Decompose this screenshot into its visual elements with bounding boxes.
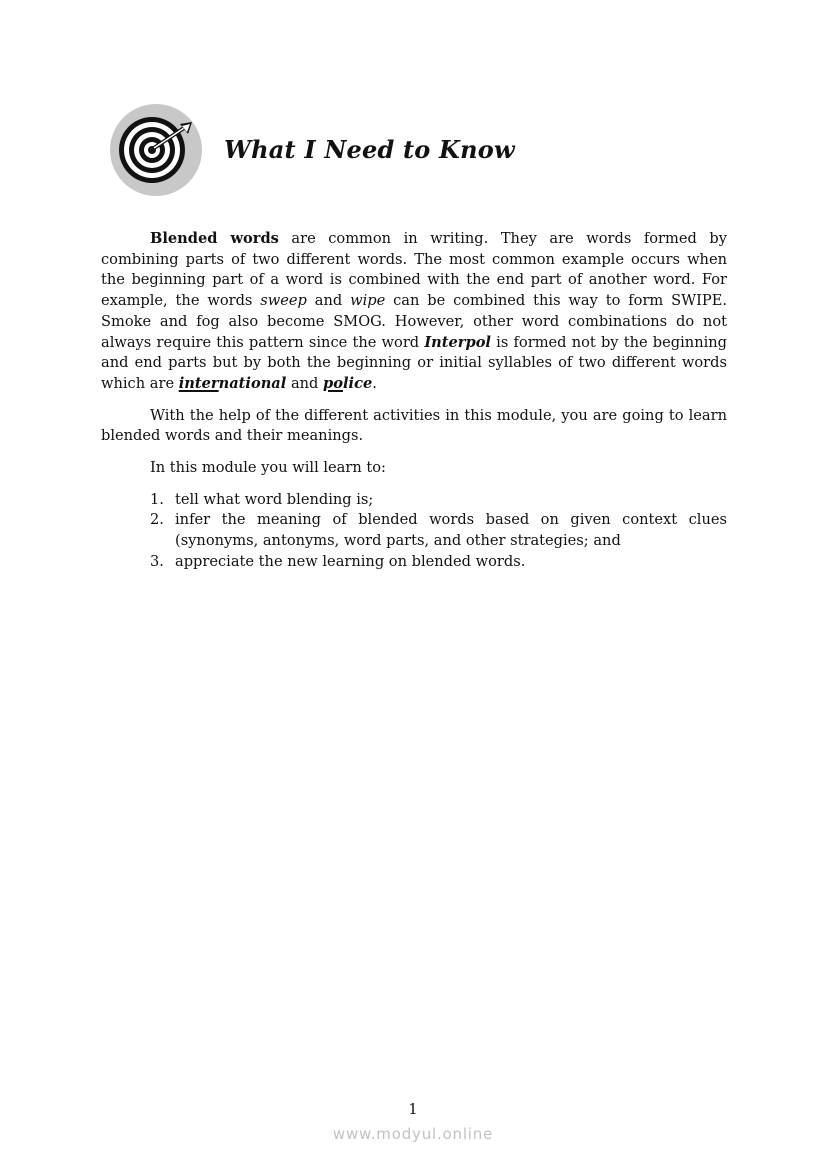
section-header <box>108 102 708 198</box>
list-item-text: tell what word blending is; <box>175 490 374 508</box>
objectives-list <box>150 490 727 573</box>
list-item-text: infer the meaning of blended words based on given context clues (synonyms, antonyms, word parts, and other strategies; and <box>175 511 727 550</box>
international-rest: national <box>218 374 287 392</box>
section-title: What I Need to Know <box>224 135 515 164</box>
term-blended-words: Blended words <box>150 230 279 247</box>
example-word-interpol: Interpol <box>424 333 491 351</box>
page-number: 1 <box>408 1101 418 1118</box>
list-item-number: 3. <box>150 552 164 570</box>
international-underlined-part: inter <box>178 374 219 392</box>
list-item <box>150 490 727 511</box>
list-item-number: 1. <box>150 490 164 508</box>
intro-paragraph: Blended words are common in writing. They are words formed by combining parts of two different words. The most common example occurs when the beginning part of a word is combined with the end part of another word. For example, the words sweep and wipe can be combined this way to form SWIPE. Smoke and fog also become SMOG. However, other word combinations do not always require this pattern since the word Interpol is formed not by the beginning and end parts but by both the beginning or initial syllables of two different words which are international and police. <box>101 230 728 392</box>
module-content <box>101 229 727 573</box>
example-word-wipe: wipe <box>350 292 386 310</box>
watermark: www.modyul.online <box>332 1125 494 1143</box>
list-item-number: 2. <box>150 511 164 529</box>
police-underlined-part: po <box>323 374 343 392</box>
list-item <box>150 510 727 551</box>
police-rest: lice <box>343 374 373 392</box>
objectives-intro: In this module you will learn to: <box>150 459 386 477</box>
list-item-text: appreciate the new learning on blended words. <box>175 552 526 570</box>
activities-paragraph: With the help of the different activities in this module, you are going to learn blended words and their meanings. <box>101 406 727 445</box>
list-item <box>150 552 727 573</box>
example-word-sweep: sweep <box>260 292 307 310</box>
target-bullseye-icon <box>108 102 204 198</box>
